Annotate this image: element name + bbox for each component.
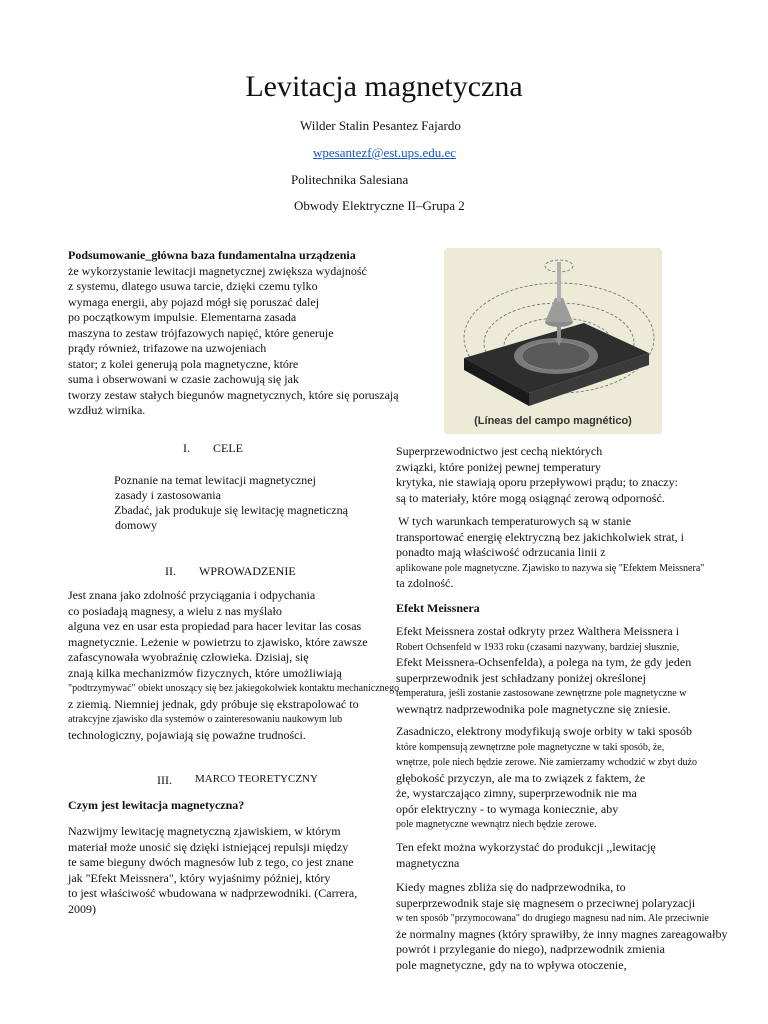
abstract-line: prądy również, trifazowe na uzwojeniach [68, 341, 267, 355]
section-3-number: III. [157, 773, 172, 787]
paragraph-line: pole magnetyczne wewnątrz niech będzie zerowe. [396, 819, 597, 830]
paragraph-line: w ten sposób "przymocowana" do drugiego magnesu nad nim. Ale przeciwnie [396, 913, 709, 924]
paragraph-line: ponadto mają właściwość odrzucania linii z [396, 545, 606, 559]
theory-line: Nazwijmy lewitację magnetyczną zjawiskiem, w którym [68, 824, 341, 838]
paragraph-line: magnetyczna [396, 855, 460, 870]
paragraph-line: superprzewodnik staje się magnesem o przeciwnej polaryzacji [396, 895, 696, 910]
intro-line: zafascynowała wyobraźnię człowieka. Dzisiaj, się [68, 650, 309, 664]
meissner-heading: Efekt Meissnera [396, 601, 480, 615]
electrons-paragraph [396, 724, 736, 833]
theory-line: materiał może unosić się dzięki istniejącej repulsji między [68, 839, 349, 854]
goal-text: zasady i zastosowania [115, 488, 221, 502]
goal-text: Zbadać, jak produkuje się lewitację magneticzną [114, 503, 348, 517]
abstract [68, 248, 398, 419]
paragraph-line: Efekt Meissnera został odkryty przez Walthera Meissnera i [396, 624, 680, 638]
paragraph-line: że, wystarczająco zimny, superprzewodnik nie ma [396, 786, 637, 800]
paragraph-line: Kiedy magnes zbliża się do nadprzewodnika, to [396, 880, 626, 894]
intro-line: alguna vez en usar esta propiedad para hacer levitar las cosas [68, 619, 362, 633]
superconductivity-paragraph [396, 444, 716, 506]
course-name: Obwody Elektryczne II–Grupa 2 [294, 198, 465, 213]
theory-line: jak "Efekt Meissnera", który wyjaśnimy później, który [68, 870, 331, 885]
paragraph-line: krytyka, nie stawiają oporu przepływowi prądu; to znaczy: [396, 475, 678, 489]
paragraph-line: temperatura, jeśli zostanie zastosowane zewnętrzne pole magnetyczne w [396, 688, 687, 699]
section-3-title: MARCO TEORETYCZNY [195, 773, 318, 785]
magnetic-levitation-figure [444, 248, 662, 434]
paragraph-line: powrót i przyleganie do niego), nadprzewodnik zmienia [396, 942, 665, 956]
abstract-line: maszyna to zestaw trójfazowych napięć, które generuje [68, 325, 334, 340]
abstract-heading: Podsumowanie_główna baza fundamentalna urządzenia [68, 248, 356, 262]
intro-line: magnetycznie. Leżenie w powietrzu to zjawisko, które zawsze [68, 634, 368, 649]
introduction-text [68, 588, 398, 743]
theory-line: te same bieguny dwóch magnesów lub z tego, co jest znane [68, 855, 354, 869]
abstract-line: suma i obserwowani w czasie zachowują się jak [68, 372, 299, 386]
abstract-line: wymaga energii, aby pojazd mógł się poruszać dalej [68, 294, 320, 309]
abstract-line: tworzy zestaw stałych biegunów magnetycznych, które się poruszają [68, 387, 399, 402]
levitation-effect-paragraph [396, 840, 716, 871]
paragraph-line: związki, które poniżej pewnej temperatury [396, 459, 601, 474]
paragraph-line: pole magnetyczne, gdy na to wpływa otoczenie, [396, 957, 627, 972]
abstract-line: stator; z kolei generują pola magnetyczne, które [68, 356, 299, 371]
section-1-title: CELE [213, 441, 243, 455]
goal-text: domowy [115, 518, 157, 532]
author-name: Wilder Stalin Pesantez Fajardo [300, 118, 461, 133]
author-email-link[interactable]: wpesantezf@est.ups.edu.ec [313, 145, 456, 160]
paragraph-line: wewnątrz nadprzewodnika pole magnetyczne się zniesie. [396, 701, 671, 716]
paragraph-line: Zasadniczo, elektrony modyfikują swoje orbity w taki sposób [396, 724, 692, 738]
abstract-line: wzdłuż wirnika. [68, 403, 146, 417]
meissner-paragraph [396, 624, 736, 717]
paragraph-line: Ten efekt można wykorzystać do produkcji ,,lewitację [396, 840, 656, 854]
theory-line: 2009) [68, 901, 96, 916]
paragraph-line: transportować energię elektryczną bez jakichkolwiek strat, i [396, 529, 684, 544]
goal-item [114, 473, 316, 503]
abstract-line: po początkowym impulsie. Elementarna zasada [68, 310, 297, 324]
paragraph-line: superprzewodnik jest schładzany poniżej określonej [396, 670, 646, 685]
intro-line: "podtrzymywać" obiekt unoszący się bez jakiegokolwiek kontaktu mechanicznego [68, 683, 400, 694]
paragraph-line: wnętrze, pole niech będzie zerowe. Nie zamierzamy wchodzić w zbyt dużo [396, 757, 697, 768]
magnet-approach-paragraph [396, 880, 746, 973]
paragraph-line: że normalny magnes (który sprawiłby, że inny magnes zareagowałby [396, 926, 728, 941]
section-2-number: II. [165, 564, 176, 578]
paragraph-line: Superprzewodnictwo jest cechą niektórych [396, 444, 603, 458]
intro-line: znają kilka mechanizmów fizycznych, które umożliwiają [68, 665, 342, 680]
theory-text [68, 824, 398, 917]
intro-line: atrakcyjne zjawisko dla systemów o zainteresowaniu naukowym lub [68, 714, 343, 725]
paragraph-line: W tych warunkach temperaturowych są w stanie [398, 514, 632, 528]
paragraph-line: Efekt Meissnera-Ochsenfelda), a polega na tym, że gdy jeden [396, 655, 692, 669]
figure-caption: (Líneas del campo magnético) [474, 415, 632, 427]
section-1-number: I. [183, 441, 190, 455]
abstract-line: z systemu, dlatego usuwa tarcie, dzięki czemu tylko [68, 279, 318, 293]
goal-item [114, 503, 348, 533]
paragraph-line: Robert Ochsenfeld w 1933 roku (czasami nazywany, bardziej słusznie, [396, 641, 680, 653]
abstract-line: że wykorzystanie lewitacji magnetycznej zwiększa wydajność [68, 263, 367, 278]
paragraph-line: opór elektryczny - to wymaga koniecznie, aby [396, 801, 619, 816]
intro-line: Jest znana jako zdolność przyciągania i odpychania [68, 588, 316, 602]
paragraph-line: są to materiały, które mogą osiągnąć zerową odporność. [396, 490, 665, 505]
paragraph-line: które kompensują zewnętrzne pole magnetyczne w taki sposób, że, [396, 741, 665, 753]
document-title: Levitacja magnetyczna [245, 70, 523, 103]
paragraph-line: ta zdolność. [396, 576, 454, 590]
theory-question: Czym jest lewitacja magnetyczna? [68, 798, 245, 812]
goal-text: Poznanie na temat lewitacji magnetycznej [114, 473, 316, 487]
levitation-illustration [444, 248, 662, 434]
intro-line: z ziemią. Niemniej jednak, gdy próbuje się ekstrapolować to [68, 696, 359, 711]
intro-line: technologiczny, pojawiają się poważne trudności. [68, 727, 306, 742]
theory-line: to jest właściwość wbudowana w nadprzewodniki. (Carrera, [68, 886, 358, 900]
conditions-paragraph [396, 514, 716, 592]
section-2-title: WPROWADZENIE [199, 564, 296, 578]
paragraph-line: aplikowane pole magnetyczne. Zjawisko to nazywa się "Efektem Meissnera" [396, 562, 705, 574]
institution: Politechnika Salesiana [291, 172, 409, 187]
paragraph-line: głębokość przyczyn, ale ma to związek z faktem, że [396, 770, 646, 785]
intro-line: co posiadają magnesy, a wielu z nas myślało [68, 603, 282, 618]
